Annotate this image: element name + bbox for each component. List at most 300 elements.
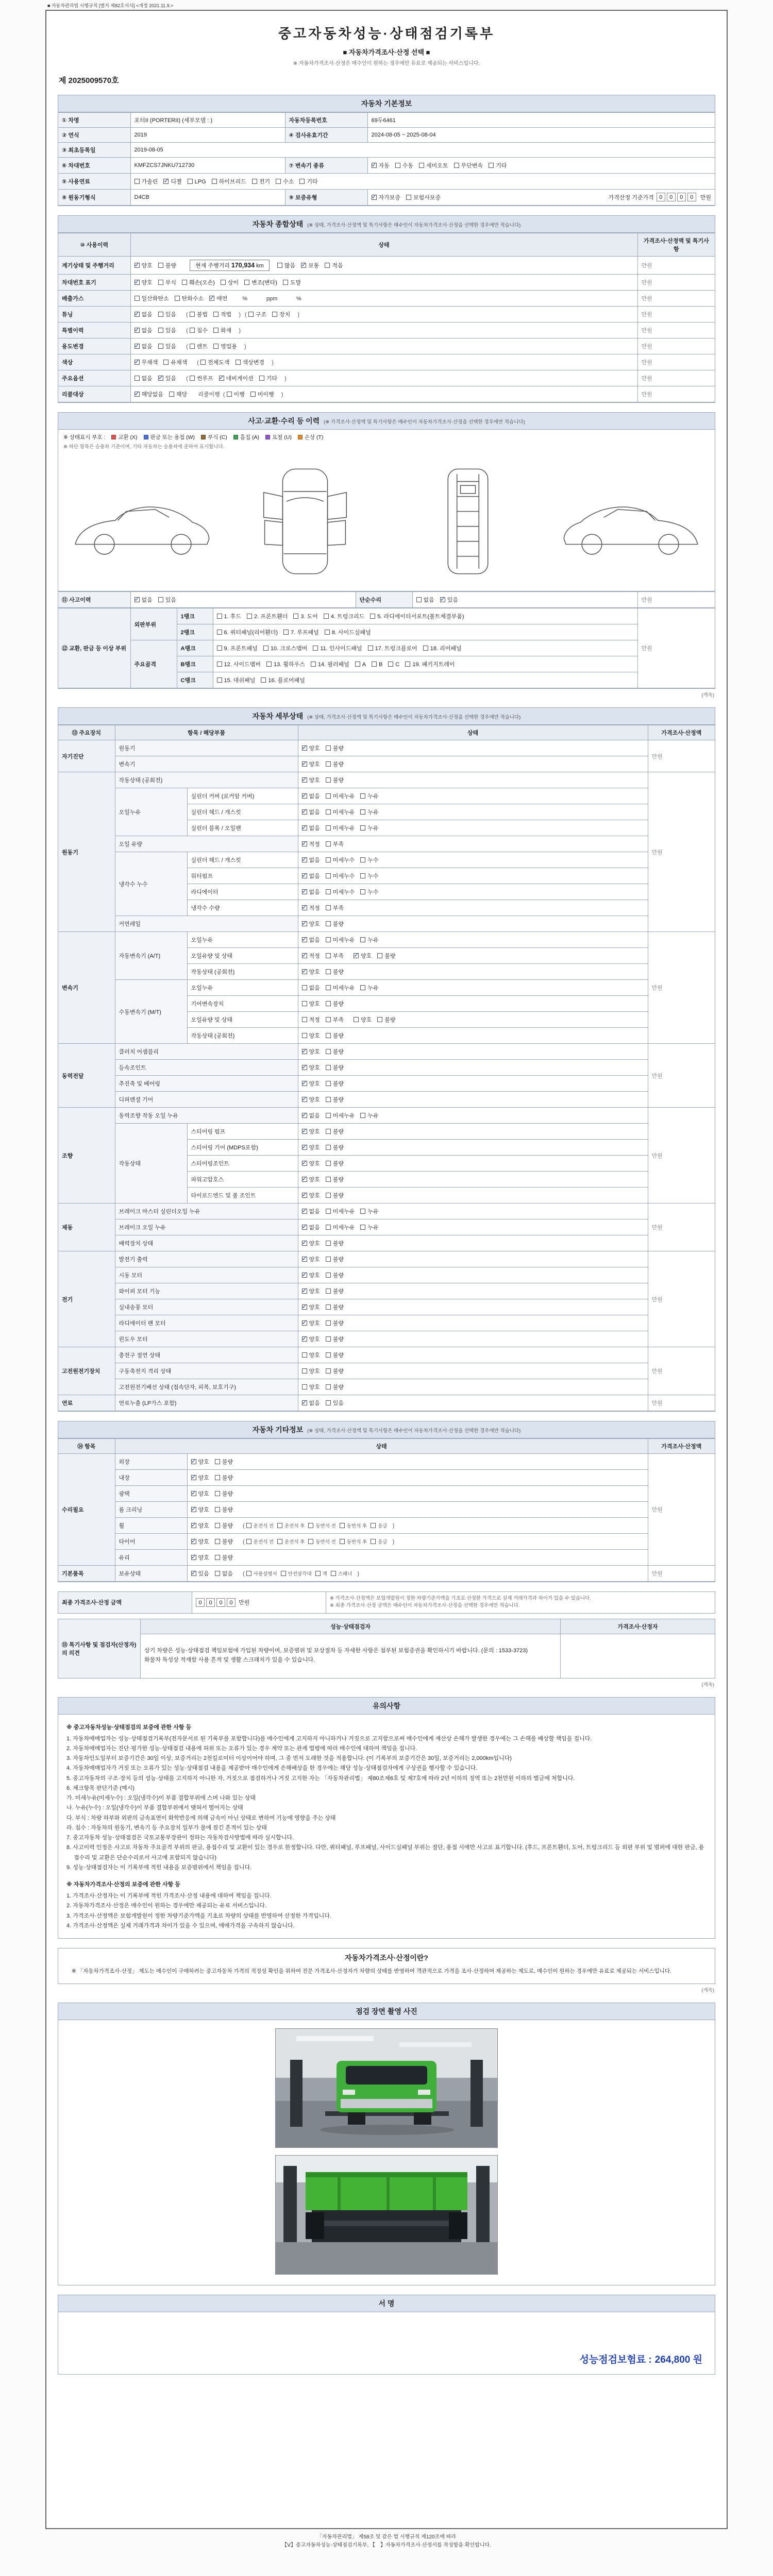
checkbox-icon[interactable] [368, 646, 373, 651]
checkbox-icon[interactable] [158, 312, 163, 317]
checkbox-icon[interactable] [326, 1097, 331, 1102]
checkbox-option[interactable] [302, 807, 320, 817]
checkbox-icon[interactable] [326, 1161, 331, 1166]
checkbox-icon[interactable] [326, 745, 331, 751]
checkbox-icon[interactable] [158, 328, 163, 333]
checked-checkbox-icon[interactable] [440, 597, 445, 602]
checkbox-option[interactable] [158, 326, 176, 335]
checked-checkbox-icon[interactable] [302, 1049, 307, 1054]
checkbox-option[interactable] [135, 342, 153, 351]
checkbox-option[interactable] [246, 1569, 277, 1578]
checkbox-option[interactable] [405, 659, 455, 669]
checkbox-option[interactable] [360, 1207, 378, 1216]
checkbox-icon[interactable] [326, 841, 331, 846]
checkbox-option[interactable] [215, 1473, 233, 1482]
checked-checkbox-icon[interactable] [302, 1081, 307, 1086]
checkbox-option[interactable] [302, 1318, 320, 1328]
checkbox-option[interactable] [213, 310, 231, 319]
checked-checkbox-icon[interactable] [372, 195, 377, 200]
checkbox-icon[interactable] [326, 1081, 331, 1086]
checkbox-option[interactable] [215, 1521, 233, 1530]
checkbox-icon[interactable] [326, 1400, 331, 1405]
checkbox-option[interactable] [302, 1047, 320, 1056]
checkbox-option[interactable] [377, 951, 395, 960]
checkbox-icon[interactable] [215, 1475, 220, 1480]
checkbox-icon[interactable] [158, 597, 163, 602]
checkbox-option[interactable] [370, 612, 464, 621]
checkbox-option[interactable] [252, 177, 270, 186]
checkbox-icon[interactable] [326, 1352, 331, 1358]
checkbox-option[interactable] [302, 1031, 320, 1040]
checkbox-option[interactable] [360, 807, 378, 817]
checkbox-option[interactable] [325, 628, 371, 637]
checked-checkbox-icon[interactable] [135, 360, 140, 365]
checkbox-option[interactable] [372, 161, 390, 170]
checkbox-option[interactable] [261, 675, 305, 685]
checkbox-icon[interactable] [217, 646, 222, 651]
checked-checkbox-icon[interactable] [302, 1400, 307, 1405]
checkbox-icon[interactable] [326, 857, 331, 862]
checkbox-icon[interactable] [217, 614, 222, 619]
checked-checkbox-icon[interactable] [302, 1113, 307, 1118]
checkbox-option[interactable] [277, 1521, 305, 1530]
checkbox-option[interactable] [135, 389, 164, 399]
checked-checkbox-icon[interactable] [191, 1539, 196, 1544]
checked-checkbox-icon[interactable] [135, 597, 140, 602]
checkbox-option[interactable] [215, 1569, 233, 1578]
checkbox-option[interactable] [248, 310, 266, 319]
checked-checkbox-icon[interactable] [191, 1475, 196, 1480]
checkbox-option[interactable] [200, 358, 230, 367]
checkbox-icon[interactable] [266, 662, 272, 667]
checkbox-option[interactable] [190, 310, 208, 319]
checkbox-option[interactable] [301, 261, 319, 270]
checked-checkbox-icon[interactable] [302, 1225, 307, 1230]
checkbox-option[interactable] [244, 278, 277, 287]
checkbox-option[interactable] [302, 823, 320, 833]
checkbox-option[interactable] [326, 1159, 344, 1168]
checkbox-option[interactable] [299, 177, 317, 186]
checked-checkbox-icon[interactable] [135, 263, 140, 268]
checkbox-option[interactable] [324, 612, 364, 621]
checkbox-option[interactable] [215, 1505, 233, 1514]
checkbox-option[interactable] [360, 887, 378, 896]
checkbox-option[interactable] [158, 342, 176, 351]
checkbox-icon[interactable] [261, 677, 266, 683]
checkbox-icon[interactable] [326, 1225, 331, 1230]
checked-checkbox-icon[interactable] [302, 1097, 307, 1102]
checkbox-icon[interactable] [293, 614, 298, 619]
checkbox-option[interactable] [326, 743, 344, 753]
checkbox-icon[interactable] [326, 777, 331, 783]
checkbox-icon[interactable] [302, 1368, 307, 1374]
checkbox-option[interactable] [419, 161, 448, 170]
checkbox-option[interactable] [326, 839, 344, 849]
checkbox-icon[interactable] [215, 1571, 220, 1576]
checked-checkbox-icon[interactable] [302, 745, 307, 751]
checkbox-option[interactable] [326, 1270, 344, 1280]
checkbox-option[interactable] [326, 855, 355, 865]
checkbox-option[interactable] [368, 643, 417, 653]
checkbox-option[interactable] [215, 1489, 233, 1498]
checked-checkbox-icon[interactable] [191, 1523, 196, 1528]
checkbox-icon[interactable] [213, 328, 219, 333]
checkbox-icon[interactable] [250, 392, 256, 397]
checkbox-icon[interactable] [215, 1539, 220, 1544]
checkbox-option[interactable] [302, 903, 320, 912]
checkbox-option[interactable] [191, 1505, 209, 1514]
checked-checkbox-icon[interactable] [302, 1209, 307, 1214]
checkbox-option[interactable] [302, 1063, 320, 1072]
checkbox-icon[interactable] [326, 1336, 331, 1342]
checkbox-icon[interactable] [419, 163, 424, 168]
checkbox-option[interactable] [326, 871, 355, 880]
checkbox-option[interactable] [217, 628, 278, 637]
checkbox-icon[interactable] [326, 1257, 331, 1262]
checkbox-option[interactable] [326, 903, 344, 912]
checkbox-icon[interactable] [313, 646, 318, 651]
checked-checkbox-icon[interactable] [209, 296, 214, 301]
checkbox-option[interactable] [423, 643, 462, 653]
checkbox-icon[interactable] [246, 1539, 251, 1544]
checkbox-icon[interactable] [277, 263, 282, 268]
checkbox-option[interactable] [221, 278, 239, 287]
checkbox-option[interactable] [135, 326, 153, 335]
checkbox-option[interactable] [188, 178, 206, 185]
checkbox-option[interactable] [302, 775, 320, 785]
checked-checkbox-icon[interactable] [302, 969, 307, 974]
checkbox-option[interactable] [182, 278, 215, 287]
checkbox-icon[interactable] [406, 195, 411, 200]
checkbox-option[interactable] [283, 628, 319, 637]
checkbox-icon[interactable] [326, 1384, 331, 1389]
checkbox-option[interactable] [302, 1207, 320, 1216]
checked-checkbox-icon[interactable] [354, 953, 359, 958]
checkbox-icon[interactable] [371, 1523, 376, 1528]
checkbox-option[interactable] [213, 342, 237, 351]
checkbox-option[interactable] [354, 1015, 372, 1024]
checked-checkbox-icon[interactable] [302, 1161, 307, 1166]
checked-checkbox-icon[interactable] [302, 809, 307, 815]
checkbox-option[interactable] [190, 342, 208, 351]
checkbox-option[interactable] [302, 1191, 320, 1200]
checkbox-option[interactable] [215, 1457, 233, 1466]
checkbox-option[interactable] [190, 326, 208, 335]
checkbox-option[interactable] [326, 1143, 344, 1152]
checkbox-option[interactable] [277, 261, 295, 270]
checkbox-option[interactable] [326, 919, 344, 928]
checkbox-option[interactable] [302, 1175, 320, 1184]
checkbox-icon[interactable] [175, 296, 180, 301]
checkbox-option[interactable] [247, 612, 288, 621]
checkbox-option[interactable] [302, 935, 320, 944]
checkbox-option[interactable] [191, 1457, 209, 1466]
checkbox-option[interactable] [326, 1063, 344, 1072]
checkbox-option[interactable] [276, 177, 294, 186]
checkbox-icon[interactable] [326, 809, 331, 815]
checkbox-option[interactable] [191, 1473, 209, 1482]
checkbox-option[interactable] [326, 823, 355, 833]
checkbox-icon[interactable] [248, 312, 254, 317]
checkbox-icon[interactable] [135, 376, 140, 381]
checkbox-option[interactable] [388, 661, 399, 668]
checkbox-option[interactable] [325, 261, 343, 270]
checkbox-option[interactable] [326, 887, 355, 896]
checkbox-option[interactable] [395, 161, 413, 170]
checkbox-icon[interactable] [308, 1539, 313, 1544]
checkbox-option[interactable] [175, 294, 204, 303]
checkbox-option[interactable] [135, 177, 158, 186]
checked-checkbox-icon[interactable] [191, 1571, 196, 1576]
checkbox-option[interactable] [326, 1127, 344, 1136]
checkbox-option[interactable] [355, 661, 366, 668]
checkbox-icon[interactable] [326, 1273, 331, 1278]
checked-checkbox-icon[interactable] [302, 937, 307, 942]
checkbox-option[interactable] [302, 1334, 320, 1344]
checked-checkbox-icon[interactable] [302, 841, 307, 846]
checkbox-option[interactable] [302, 1398, 320, 1408]
checkbox-icon[interactable] [355, 662, 360, 667]
checked-checkbox-icon[interactable] [135, 392, 140, 397]
checkbox-icon[interactable] [326, 1113, 331, 1118]
checkbox-icon[interactable] [340, 1523, 345, 1528]
checkbox-icon[interactable] [272, 312, 277, 317]
checkbox-icon[interactable] [340, 1539, 345, 1544]
checkbox-option[interactable] [326, 1398, 344, 1408]
checkbox-icon[interactable] [247, 614, 252, 619]
checkbox-option[interactable] [326, 1239, 344, 1248]
checkbox-option[interactable] [135, 261, 153, 270]
checkbox-icon[interactable] [326, 1193, 331, 1198]
checkbox-option[interactable] [163, 358, 187, 367]
checkbox-icon[interactable] [388, 662, 393, 667]
checkbox-option[interactable] [326, 1366, 344, 1376]
checkbox-icon[interactable] [215, 1459, 220, 1464]
checkbox-icon[interactable] [454, 163, 459, 168]
checked-checkbox-icon[interactable] [302, 905, 307, 910]
checkbox-icon[interactable] [169, 392, 174, 397]
checkbox-icon[interactable] [326, 1017, 331, 1022]
checkbox-option[interactable] [302, 1095, 320, 1104]
checkbox-option[interactable] [313, 643, 362, 653]
checked-checkbox-icon[interactable] [135, 312, 140, 317]
checkbox-option[interactable] [326, 1318, 344, 1328]
checkbox-icon[interactable] [326, 873, 331, 878]
checked-checkbox-icon[interactable] [302, 889, 307, 894]
checkbox-icon[interactable] [158, 280, 163, 285]
checkbox-option[interactable] [277, 1537, 305, 1546]
checkbox-icon[interactable] [372, 662, 377, 667]
checkbox-option[interactable] [302, 1159, 320, 1168]
checked-checkbox-icon[interactable] [302, 1065, 307, 1070]
checkbox-icon[interactable] [217, 630, 222, 635]
checkbox-icon[interactable] [277, 1539, 282, 1544]
checkbox-icon[interactable] [377, 1017, 382, 1022]
checkbox-icon[interactable] [326, 969, 331, 974]
checkbox-icon[interactable] [326, 921, 331, 926]
checkbox-option[interactable] [326, 1302, 344, 1312]
checkbox-option[interactable] [302, 999, 320, 1008]
checkbox-icon[interactable] [360, 1209, 365, 1214]
signature-area[interactable] [58, 2312, 715, 2374]
checkbox-option[interactable] [302, 1366, 320, 1376]
checkbox-icon[interactable] [190, 328, 195, 333]
checkbox-icon[interactable] [326, 905, 331, 910]
checkbox-option[interactable] [281, 1569, 312, 1578]
checkbox-option[interactable] [158, 261, 176, 270]
checkbox-icon[interactable] [326, 1065, 331, 1070]
checkbox-icon[interactable] [236, 360, 241, 365]
checkbox-option[interactable] [360, 871, 378, 880]
checked-checkbox-icon[interactable] [191, 1507, 196, 1512]
checked-checkbox-icon[interactable] [302, 761, 307, 767]
checked-checkbox-icon[interactable] [302, 857, 307, 862]
checkbox-option[interactable] [246, 1521, 274, 1530]
checkbox-icon[interactable] [188, 179, 193, 184]
checkbox-option[interactable] [191, 1537, 209, 1546]
checkbox-icon[interactable] [326, 793, 331, 799]
checkbox-option[interactable] [326, 759, 344, 769]
checkbox-option[interactable] [326, 1286, 344, 1296]
checked-checkbox-icon[interactable] [163, 179, 169, 184]
checkbox-option[interactable] [209, 294, 227, 303]
checkbox-icon[interactable] [326, 1241, 331, 1246]
checked-checkbox-icon[interactable] [302, 1241, 307, 1246]
checkbox-option[interactable] [326, 791, 355, 801]
checkbox-icon[interactable] [331, 1571, 336, 1576]
checkbox-icon[interactable] [326, 1049, 331, 1054]
checkbox-option[interactable] [326, 1175, 344, 1184]
checkbox-icon[interactable] [246, 1571, 251, 1576]
checkbox-icon[interactable] [302, 1001, 307, 1006]
checkbox-option[interactable] [326, 1334, 344, 1344]
checkbox-icon[interactable] [246, 1523, 251, 1528]
checkbox-icon[interactable] [135, 296, 140, 301]
checkbox-icon[interactable] [315, 1571, 321, 1576]
checkbox-icon[interactable] [326, 1320, 331, 1326]
checkbox-option[interactable] [250, 389, 274, 399]
checkbox-icon[interactable] [190, 376, 195, 381]
checkbox-icon[interactable] [212, 179, 217, 184]
checked-checkbox-icon[interactable] [302, 1289, 307, 1294]
checkbox-option[interactable] [191, 1553, 209, 1562]
checkbox-icon[interactable] [326, 1304, 331, 1310]
checkbox-option[interactable] [326, 1031, 344, 1040]
checkbox-option[interactable] [191, 1489, 209, 1498]
checkbox-option[interactable] [135, 310, 153, 319]
checkbox-option[interactable] [135, 294, 169, 303]
checkbox-icon[interactable] [326, 1145, 331, 1150]
checkbox-option[interactable] [326, 951, 344, 960]
checked-checkbox-icon[interactable] [302, 825, 307, 831]
checkbox-icon[interactable] [302, 1017, 307, 1022]
checkbox-icon[interactable] [302, 1033, 307, 1038]
checkbox-icon[interactable] [221, 280, 226, 285]
checked-checkbox-icon[interactable] [302, 793, 307, 799]
checked-checkbox-icon[interactable] [302, 921, 307, 926]
checkbox-option[interactable] [326, 1079, 344, 1088]
checkbox-option[interactable] [217, 643, 258, 653]
checkbox-icon[interactable] [311, 662, 316, 667]
checkbox-option[interactable] [308, 1537, 335, 1546]
checkbox-icon[interactable] [489, 163, 494, 168]
checkbox-icon[interactable] [360, 1225, 365, 1230]
checkbox-option[interactable] [217, 675, 256, 685]
checkbox-icon[interactable] [326, 1209, 331, 1214]
checkbox-option[interactable] [302, 1127, 320, 1136]
checkbox-option[interactable] [266, 659, 305, 669]
checkbox-option[interactable] [326, 1191, 344, 1200]
checkbox-option[interactable] [163, 177, 181, 186]
checkbox-icon[interactable] [326, 1001, 331, 1006]
checkbox-option[interactable] [326, 935, 355, 944]
checkbox-icon[interactable] [360, 793, 365, 799]
checkbox-icon[interactable] [360, 809, 365, 815]
checkbox-icon[interactable] [283, 630, 289, 635]
checkbox-icon[interactable] [217, 662, 222, 667]
checkbox-icon[interactable] [276, 179, 281, 184]
checkbox-option[interactable] [302, 1286, 320, 1296]
checkbox-option[interactable] [158, 595, 176, 604]
checkbox-option[interactable] [217, 612, 241, 621]
checkbox-option[interactable] [326, 1223, 355, 1232]
checkbox-option[interactable] [236, 358, 265, 367]
checkbox-option[interactable] [302, 1143, 320, 1152]
checkbox-option[interactable] [302, 1255, 320, 1264]
checkbox-option[interactable] [372, 193, 401, 202]
checkbox-icon[interactable] [370, 614, 375, 619]
checkbox-option[interactable] [340, 1537, 367, 1546]
checkbox-icon[interactable] [326, 825, 331, 831]
checkbox-option[interactable] [372, 661, 382, 668]
checkbox-icon[interactable] [158, 344, 163, 349]
checked-checkbox-icon[interactable] [135, 344, 140, 349]
checkbox-option[interactable] [272, 310, 290, 319]
checkbox-icon[interactable] [326, 937, 331, 942]
checkbox-icon[interactable] [360, 873, 365, 878]
checked-checkbox-icon[interactable] [372, 163, 377, 168]
checkbox-option[interactable] [302, 1382, 320, 1392]
checkbox-icon[interactable] [308, 1523, 313, 1528]
checkbox-option[interactable] [302, 1111, 320, 1120]
checked-checkbox-icon[interactable] [158, 376, 163, 381]
checkbox-icon[interactable] [200, 360, 206, 365]
checked-checkbox-icon[interactable] [302, 1129, 307, 1134]
checkbox-option[interactable] [263, 643, 307, 653]
checkbox-icon[interactable] [326, 985, 331, 990]
checkbox-icon[interactable] [326, 1177, 331, 1182]
checkbox-option[interactable] [315, 1569, 327, 1578]
checkbox-icon[interactable] [360, 825, 365, 831]
checkbox-option[interactable] [302, 1239, 320, 1248]
checkbox-option[interactable] [302, 887, 320, 896]
checkbox-option[interactable] [215, 1553, 233, 1562]
checkbox-icon[interactable] [326, 889, 331, 894]
checkbox-option[interactable] [326, 1015, 344, 1024]
checkbox-option[interactable] [406, 193, 441, 202]
checked-checkbox-icon[interactable] [302, 1145, 307, 1150]
checkbox-icon[interactable] [360, 937, 365, 942]
checked-checkbox-icon[interactable] [302, 1257, 307, 1262]
checked-checkbox-icon[interactable] [302, 1336, 307, 1342]
checkbox-option[interactable] [302, 743, 320, 753]
checkbox-icon[interactable] [302, 1352, 307, 1358]
checkbox-option[interactable] [354, 951, 372, 960]
checkbox-option[interactable] [326, 983, 355, 992]
checkbox-option[interactable] [326, 1350, 344, 1360]
checkbox-option[interactable] [360, 1111, 378, 1120]
checkbox-icon[interactable] [259, 376, 264, 381]
